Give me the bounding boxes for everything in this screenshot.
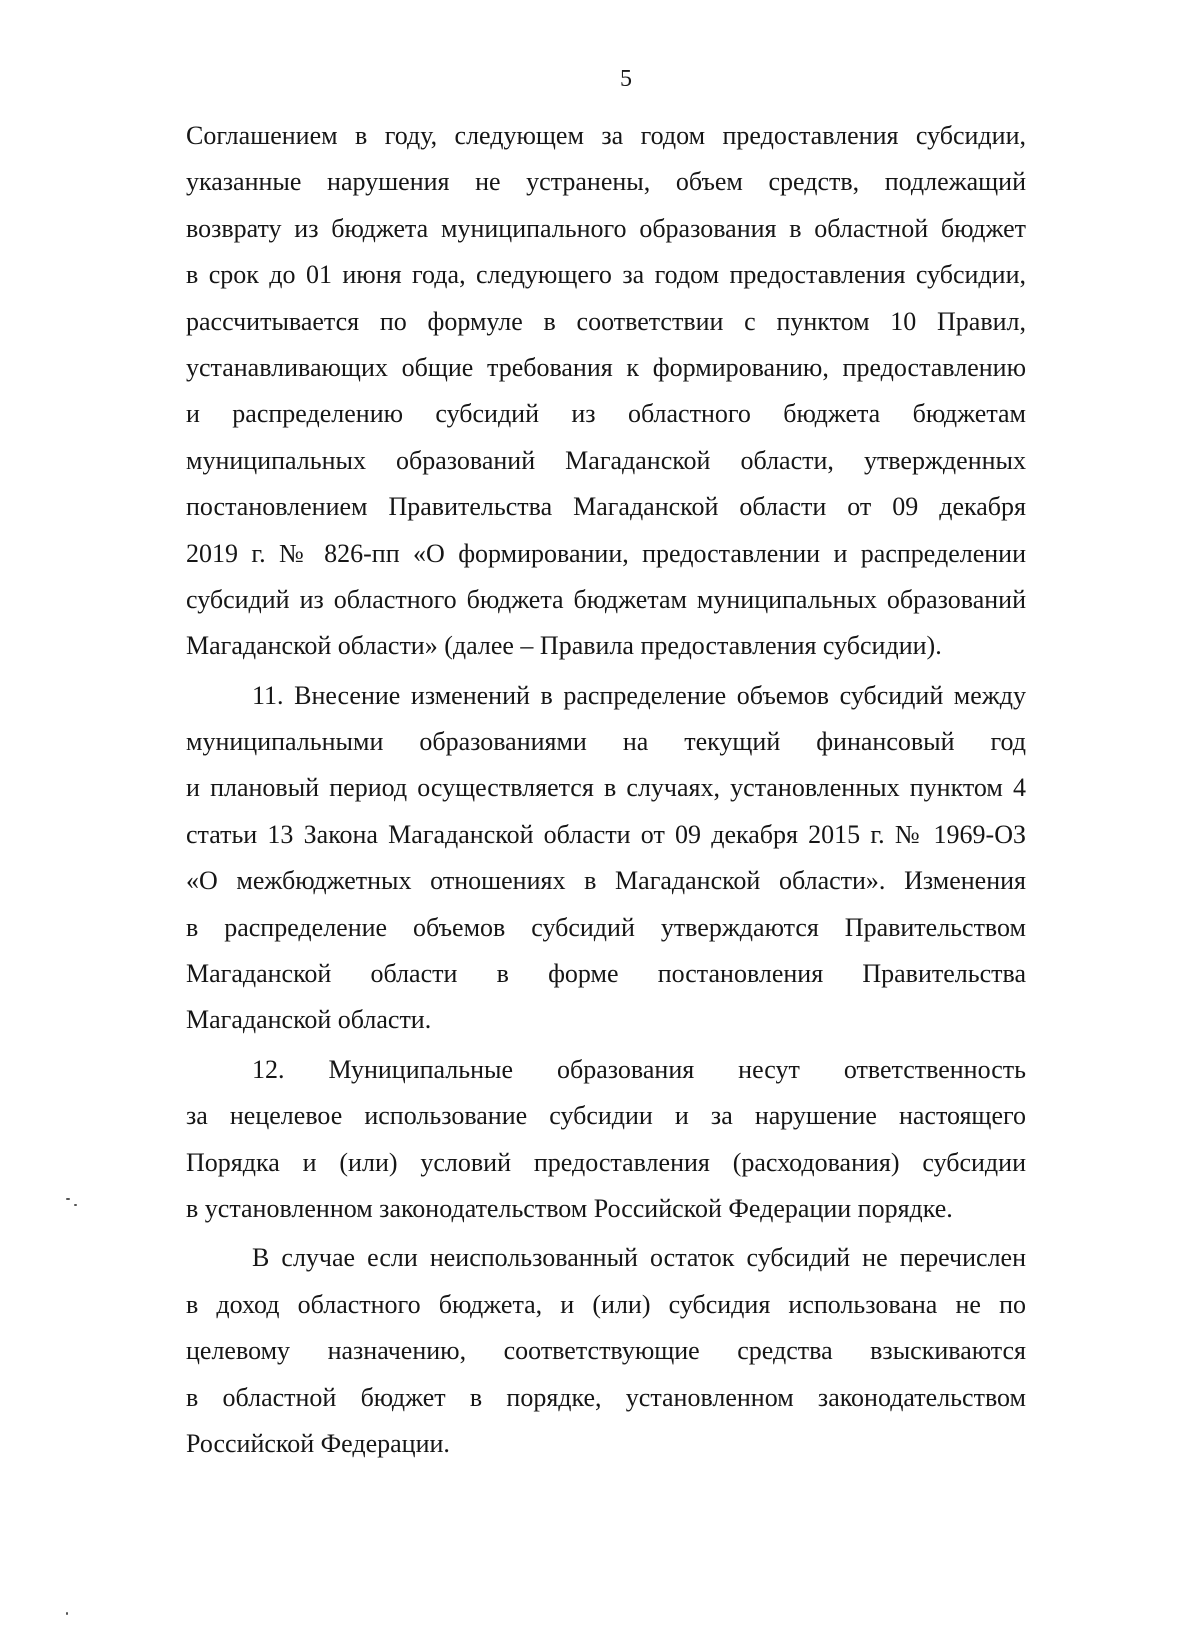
text-line: за нецелевое использование субсидии и за нарушение настоящего <box>186 1101 1026 1131</box>
text-line: «О межбюджетных отношениях в Магаданской области». Изменения <box>186 866 1026 896</box>
text-line: устанавливающих общие требования к формированию, предоставлению <box>186 352 1026 382</box>
text-line: в установленном законодательством Российской Федерации порядке. <box>186 1193 953 1223</box>
text-line: 2019 г. № 826-пп «О формировании, предоставлении и распределении <box>186 538 1026 568</box>
text-line: 12. Муниципальные образования несут ответственность <box>252 1054 1026 1084</box>
text-line: в срок до 01 июня года, следующего за годом предоставления субсидии, <box>186 260 1026 290</box>
text-line: в областной бюджет в порядке, установленном законодательством <box>186 1382 1026 1412</box>
document-body <box>186 113 1026 1470</box>
text-line: Магаданской области. <box>186 1005 432 1035</box>
text-line: муниципальными образованиями на текущий финансовый год <box>186 727 1026 757</box>
text-line: рассчитывается по формуле в соответствии с пунктом 10 Правил, <box>186 306 1026 336</box>
text-line: Магаданской области» (далее – Правила предоставления субсидии). <box>186 631 942 661</box>
scan-speck <box>74 1204 77 1206</box>
text-line: возврату из бюджета муниципального образования в областной бюджет <box>186 213 1026 243</box>
paragraph-recovery <box>186 1235 1026 1467</box>
text-line: Российской Федерации. <box>186 1428 450 1458</box>
text-line: муниципальных образований Магаданской области, утвержденных <box>186 445 1026 475</box>
text-line: 11. Внесение изменений в распределение объемов субсидий между <box>252 680 1026 710</box>
paragraph-item-11 <box>186 673 1026 1044</box>
text-line: и плановый период осуществляется в случаях, установленных пунктом 4 <box>186 773 1026 803</box>
text-line: и распределению субсидий из областного бюджета бюджетам <box>186 399 1026 429</box>
paragraph-continuation <box>186 113 1026 670</box>
text-line: субсидий из областного бюджета бюджетам муниципальных образований <box>186 584 1026 614</box>
scan-speck <box>66 1612 68 1615</box>
text-line: в распределение объемов субсидий утверждаются Правительством <box>186 912 1026 942</box>
text-line: целевому назначению, соответствующие средства взыскиваются <box>186 1336 1026 1366</box>
text-line: постановлением Правительства Магаданской области от 09 декабря <box>186 492 1026 522</box>
paragraph-item-12 <box>186 1047 1026 1233</box>
text-line: статьи 13 Закона Магаданской области от 09 декабря 2015 г. № 1969-ОЗ <box>186 819 1026 849</box>
text-line: Соглашением в году, следующем за годом предоставления субсидии, <box>186 121 1026 150</box>
page-number: 5 <box>620 66 632 92</box>
text-line: Магаданской области в форме постановления Правительства <box>186 959 1026 989</box>
text-line: в доход областного бюджета, и (или) субсидия использована не по <box>186 1289 1026 1319</box>
text-line: указанные нарушения не устранены, объем средств, подлежащий <box>186 167 1026 197</box>
text-line: В случае если неиспользованный остаток субсидий не перечислен <box>252 1243 1026 1273</box>
scan-speck <box>66 1198 70 1200</box>
text-line: Порядка и (или) условий предоставления (расходования) субсидии <box>186 1147 1026 1177</box>
